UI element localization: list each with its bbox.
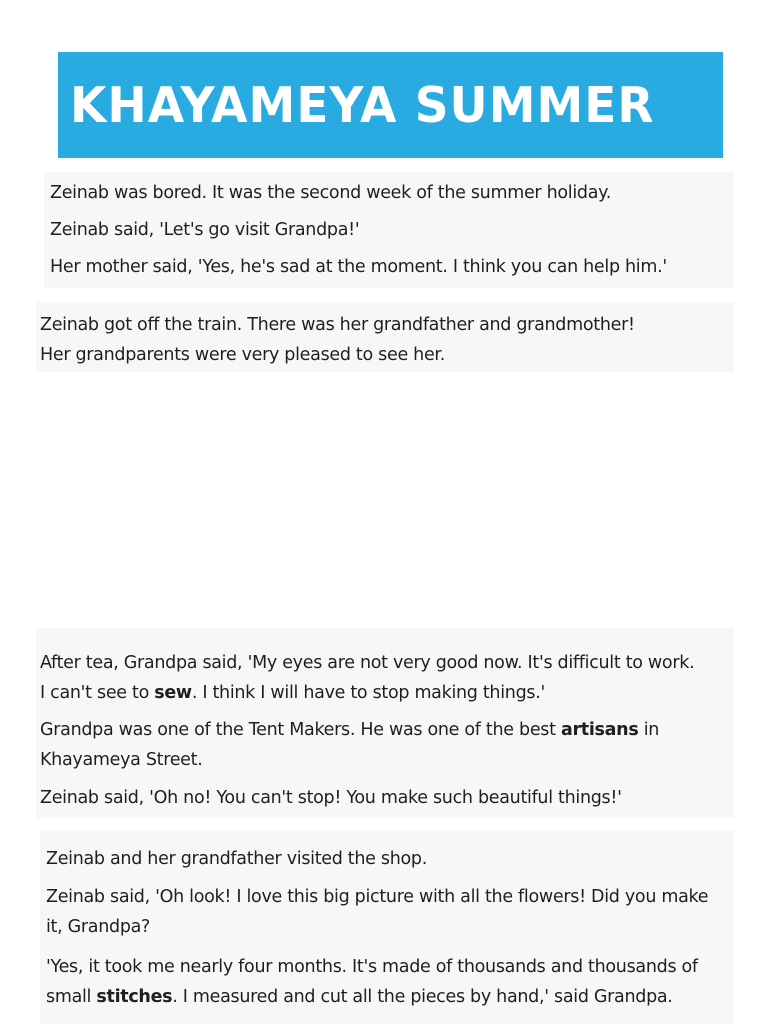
- story-section-2: [36, 302, 734, 372]
- bold-word: stitches: [96, 987, 173, 1007]
- story-section-3: [36, 628, 734, 818]
- bold-word: sew: [154, 683, 192, 703]
- paragraph-line: After tea, Grandpa said, 'My eyes are not very good now. It's difficult to work.: [40, 653, 695, 673]
- paragraph-line: [40, 680, 545, 706]
- paragraph: Zeinab said, 'Oh no! You can't stop! You make such beautiful things!': [40, 788, 622, 808]
- paragraph: Zeinab was bored. It was the second week of the summer holiday.: [50, 183, 611, 203]
- text-segment: small: [46, 987, 97, 1007]
- page-title: KHAYAMEYA SUMMER: [70, 76, 655, 134]
- paragraph-line: Her grandparents were very pleased to see her.: [40, 345, 445, 365]
- paragraph-line: 'Yes, it took me nearly four months. It's made of thousands and thousands of: [46, 957, 698, 977]
- text-segment: . I measured and cut all the pieces by hand,' said Grandpa.: [172, 987, 673, 1007]
- bold-word: artisans: [560, 720, 639, 740]
- story-section-4: [40, 830, 734, 1024]
- text-segment: . I think I will have to stop making things.': [191, 683, 545, 703]
- story-section-1: [44, 172, 734, 288]
- paragraph-line: Zeinab got off the train. There was her grandfather and grandmother!: [40, 315, 635, 335]
- paragraph-line: [40, 717, 659, 743]
- paragraph-line: [46, 984, 673, 1010]
- paragraph-line: Zeinab said, 'Oh look! I love this big picture with all the flowers! Did you make: [46, 887, 709, 907]
- paragraph-line: Khayameya Street.: [40, 750, 203, 770]
- text-segment: in: [638, 720, 660, 740]
- paragraph: Her mother said, 'Yes, he's sad at the moment. I think you can help him.': [50, 257, 667, 277]
- text-segment: I can't see to: [40, 683, 155, 703]
- paragraph: Zeinab and her grandfather visited the shop.: [46, 849, 427, 869]
- text-segment: Grandpa was one of the Tent Makers. He was one of the best: [40, 720, 561, 740]
- paragraph: Zeinab said, 'Let's go visit Grandpa!': [50, 220, 360, 240]
- title-banner: [58, 52, 723, 158]
- paragraph-line: it, Grandpa?: [46, 917, 151, 937]
